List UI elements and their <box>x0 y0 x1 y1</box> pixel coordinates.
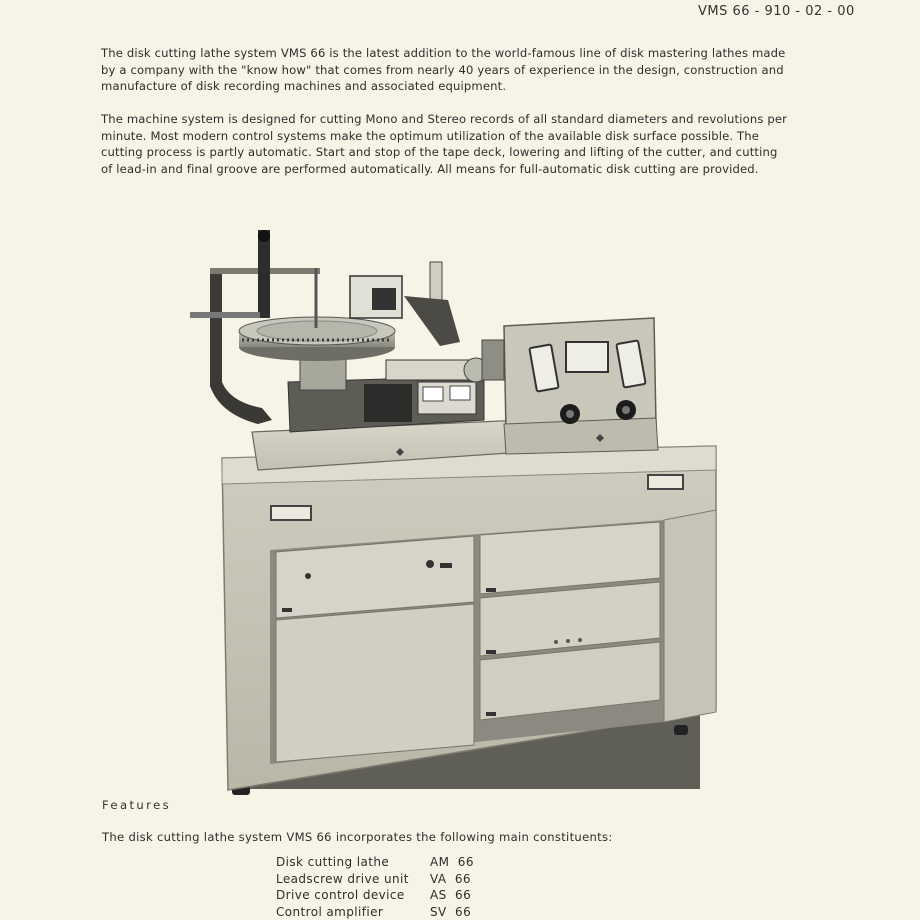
paragraph-line: by a company with the "know how" that comes from nearly 40 years of experience in the design, construction and <box>101 62 784 77</box>
item-name: Leadscrew drive unit <box>276 871 409 886</box>
list-item <box>276 904 474 920</box>
center-meter <box>566 342 608 372</box>
lower-left-panel <box>276 604 474 762</box>
list-item <box>276 854 474 871</box>
paragraph-line: minute. Most modern control systems make the optimum utilization of the available disk surface possible. The <box>101 128 760 143</box>
document-reference-number: VMS 66 - 910 - 02 - 00 <box>698 4 855 19</box>
list-item <box>276 871 474 888</box>
item-code: AS 66 <box>430 888 472 902</box>
microscope <box>258 230 270 318</box>
cabinet-handle-left <box>271 506 311 520</box>
intro-paragraph-2 <box>101 111 821 177</box>
list-item <box>276 887 474 904</box>
constituents-list <box>276 854 474 920</box>
features-heading: Features <box>102 798 172 812</box>
paragraph-line: of lead-in and final groove are performed automatically. All means for full-automatic disk cutting are provided. <box>101 161 759 176</box>
item-name: Control amplifier <box>276 904 384 919</box>
paragraph-line: manufacture of disk recording machines and associated equipment. <box>101 79 507 93</box>
item-name: Drive control device <box>276 888 405 902</box>
item-code: AM 66 <box>430 855 474 869</box>
features-intro: The disk cutting lathe system VMS 66 incorporates the following main constituents: <box>102 830 613 844</box>
lathe-machine-photo <box>190 222 730 800</box>
cabinet-handle-right <box>648 475 683 489</box>
paragraph-line: cutting process is partly automatic. Start and stop of the tape deck, lowering and lifting of the cutter, and cutting <box>101 145 778 159</box>
item-code: SV 66 <box>430 904 472 919</box>
item-name: Disk cutting lathe <box>276 855 390 869</box>
paragraph-line: The disk cutting lathe system VMS 66 is the latest addition to the world-famous line of disk mastering lathes made <box>101 46 786 60</box>
paragraph-line: The machine system is designed for cutting Mono and Stereo records of all standard diameters and revolutions per <box>101 112 788 126</box>
intro-paragraph-1 <box>101 45 821 95</box>
item-code: VA 66 <box>430 871 471 886</box>
